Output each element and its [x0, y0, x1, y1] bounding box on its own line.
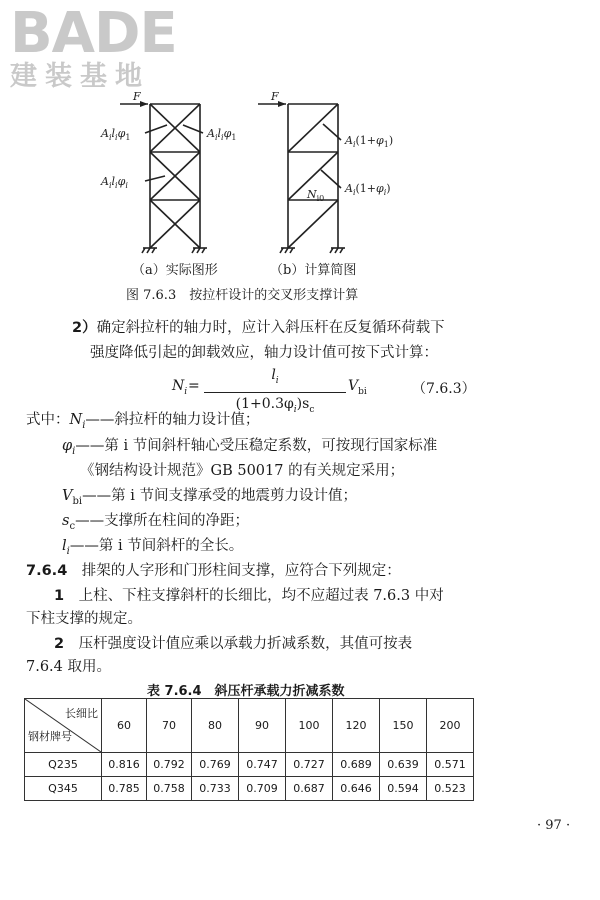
clause-text: 排架的人字形和门形柱间支撑，应符合下列规定：: [81, 563, 401, 579]
table-cell: 0.785: [102, 777, 147, 801]
item2-number: 2）: [72, 320, 97, 336]
logo-subtitle: 建装基地: [10, 61, 150, 92]
formula-rhs: $V_{bi}$: [348, 378, 367, 397]
clause-item2-line1: 2 压杆强度设计值应乘以承载力折减系数，其值可按表: [54, 636, 413, 652]
force-label-b: F: [271, 90, 279, 103]
label-b1: $A_i(1+\varphi_1)$: [345, 134, 394, 149]
bracing-figure: [95, 90, 475, 260]
definition-row: $s_c——$支撑所在柱间的净距；: [62, 513, 250, 532]
clause-item1-line2: 下柱支撑的规定。: [26, 611, 142, 627]
table-cell: 0.792: [147, 753, 192, 777]
definition-row: $\varphi_i——$第 i 节间斜杆轴心受压稳定系数，可按现行国家标准: [62, 438, 438, 457]
formula-fraction: $l_i$ $(1+0.3\varphi_i)s_c$: [200, 366, 350, 419]
table-cell: 0.646: [333, 777, 380, 801]
table-row-label: Q235: [25, 753, 102, 777]
definition-row: 《钢结构设计规范》GB 50017 的有关规定采用；: [80, 463, 405, 479]
table-col-header: 60: [102, 699, 147, 753]
table-cell: 0.689: [333, 753, 380, 777]
bracing-diagram: [95, 90, 475, 260]
definition-row: $l_i——$第 i 节间斜杆的全长。: [62, 538, 244, 557]
definition-row: 式中：$N_i——$斜拉杆的轴力设计值；: [26, 412, 260, 431]
formula-7-6-3: [172, 366, 476, 415]
table-col-header: 120: [333, 699, 380, 753]
table-cell: 0.571: [427, 753, 474, 777]
sub-caption-a: （a）实际图形: [132, 263, 218, 278]
table-cell: 0.769: [192, 753, 239, 777]
table-col-header: 90: [239, 699, 286, 753]
definition-row: $V_{bi}——$第 i 节间支撑承受的地震剪力设计值；: [62, 488, 357, 507]
page-number: · 97 ·: [537, 818, 571, 833]
logo-wordmark: BADE: [10, 1, 177, 66]
reduction-factor-table: [24, 698, 474, 801]
label-a2-left: $A_il_i\varphi_i$: [101, 175, 128, 190]
table-cell: 0.639: [380, 753, 427, 777]
table-cell: 0.816: [102, 753, 147, 777]
table-col-header: 80: [192, 699, 239, 753]
table-cell: 0.733: [192, 777, 239, 801]
formula-equals: =: [188, 378, 200, 394]
label-n0: $N_{i0}$: [307, 188, 325, 203]
frame-b-brace: [288, 104, 338, 152]
force-arrowhead-a: [140, 101, 148, 107]
table-header-row: [25, 699, 474, 753]
formula-lhs: $N_i$: [172, 378, 188, 397]
table-cell: 0.709: [239, 777, 286, 801]
table-cell: 0.727: [286, 753, 333, 777]
table-row: [25, 777, 474, 801]
table-row-label: Q345: [25, 777, 102, 801]
frame-b-brace: [288, 200, 338, 248]
figure-caption: 图 7.6.3 按拉杆设计的交叉形支撑计算: [126, 288, 359, 303]
formula-number: （7.6.3）: [412, 381, 476, 397]
clause-7-6-4: [26, 561, 401, 581]
item2-text: 确定斜拉杆的轴力时，应计入斜压杆在反复循环荷载下: [96, 320, 445, 336]
table-cell: 0.758: [147, 777, 192, 801]
table-corner-cell: [25, 699, 102, 753]
sub-caption-b: （b）计算简图: [270, 263, 357, 278]
clause-item1-line1: 1 上柱、下柱支撑斜杆的长细比，均不应超过表 7.6.3 中对: [54, 588, 444, 604]
logo: [8, 1, 178, 94]
table-col-header: 70: [147, 699, 192, 753]
table-cell: 0.594: [380, 777, 427, 801]
table-title: 表 7.6.4 斜压杆承载力折减系数: [147, 684, 345, 699]
table-cell: 0.523: [427, 777, 474, 801]
clause-item2-line2: 7.6.4 取用。: [26, 659, 112, 675]
clause-number: 7.6.4: [26, 563, 68, 579]
label-a1-right: $A_il_i\varphi_1$: [207, 127, 237, 142]
table-col-header: 150: [380, 699, 427, 753]
force-label-a: F: [133, 90, 141, 103]
force-arrowhead-b: [278, 101, 286, 107]
table-cell: 0.747: [239, 753, 286, 777]
item2-line2: 强度降低引起的卸载效应，轴力设计值可按下式计算：: [90, 345, 438, 361]
table-row: [25, 753, 474, 777]
header-steel-grade: 钢材牌号: [28, 730, 72, 743]
table-col-header: 200: [427, 699, 474, 753]
item2-line1: [72, 318, 445, 338]
table-cell: 0.687: [286, 777, 333, 801]
header-slenderness: 长细比: [65, 707, 98, 720]
label-a1-left: $A_il_i\varphi_1$: [101, 127, 131, 142]
table-col-header: 100: [286, 699, 333, 753]
label-b2: $A_i(1+\varphi_i)$: [345, 182, 391, 197]
